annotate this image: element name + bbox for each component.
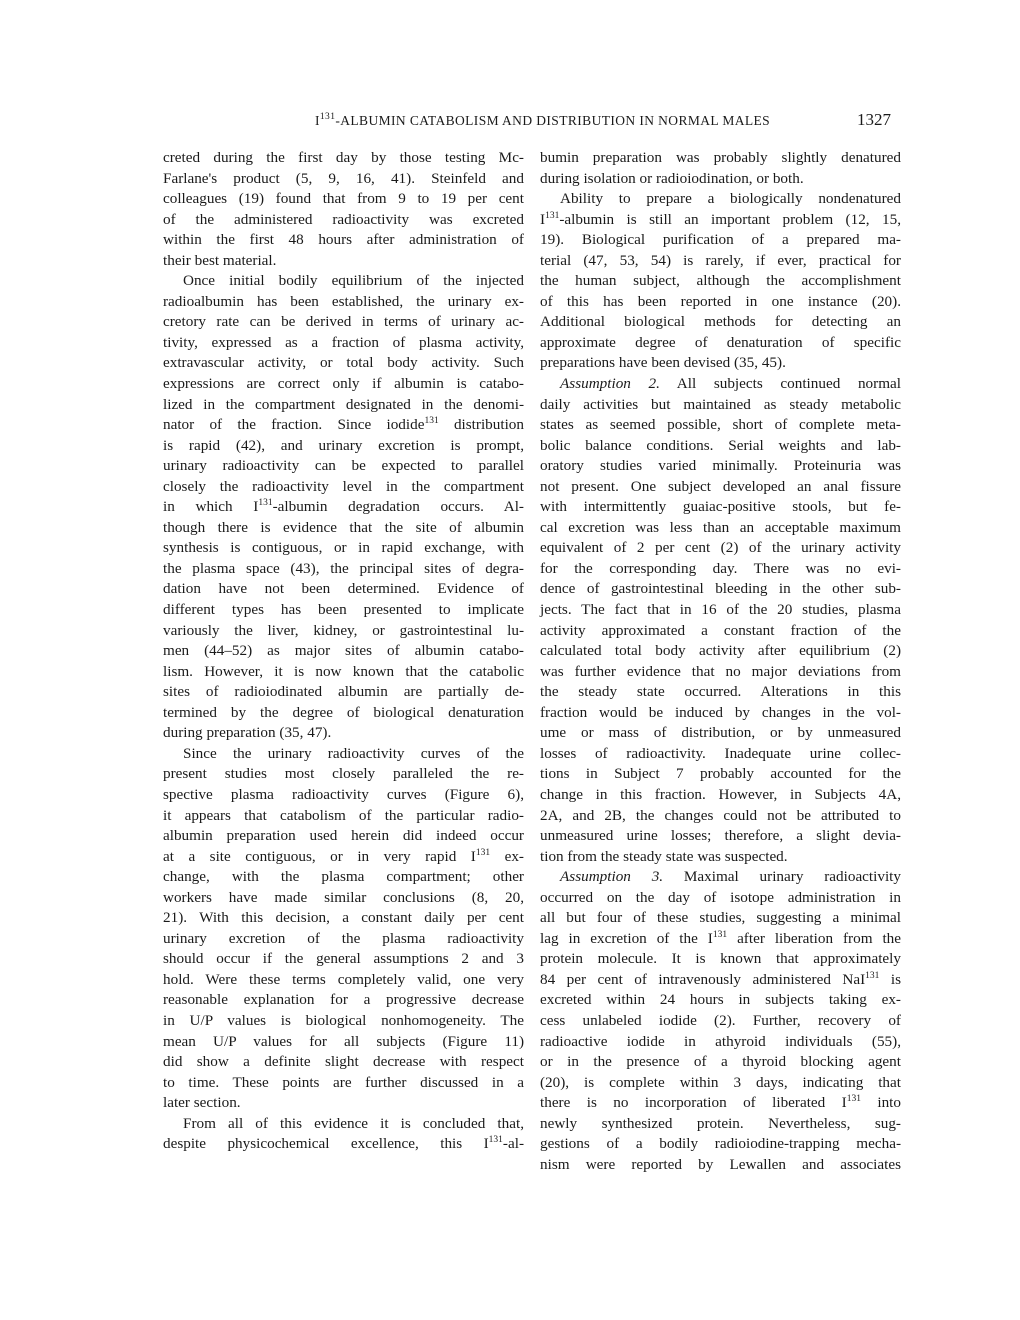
- text-line: [540, 538, 901, 559]
- text-run: at a site contiguous, or in very rapid I: [163, 847, 476, 865]
- text-run: 19). Biological purification of a prepared ma-: [540, 231, 901, 249]
- text-line: [163, 1011, 524, 1032]
- text-line: [163, 703, 524, 724]
- text-line: [540, 436, 901, 457]
- text-line: [540, 169, 901, 190]
- text-run: dence of gastrointestinal bleeding in the other sub-: [540, 580, 901, 598]
- text-run: not present. One subject developed an anal fissure: [540, 477, 901, 495]
- text-run: cal excretion was less than an acceptable maximum: [540, 518, 901, 536]
- text-run: 84 per cent of intravenously administered NaI: [540, 970, 866, 988]
- text-run: colleagues (19) found that from 9 to 19 per cent: [163, 190, 524, 208]
- text-run: into: [860, 1094, 901, 1112]
- text-run: Ability to prepare a biologically nondenatured: [560, 190, 901, 208]
- text-line: [163, 538, 524, 559]
- text-run: cretory rate can be derived in terms of urinary ac-: [163, 313, 524, 331]
- text-line: [540, 744, 901, 765]
- text-line: [540, 764, 901, 785]
- text-run: -al-: [502, 1135, 524, 1153]
- text-line: [163, 148, 524, 169]
- text-line: [163, 333, 524, 354]
- text-run: tions in Subject 7 probably accounted for the: [540, 765, 901, 783]
- text-line: [163, 374, 524, 395]
- text-line: [163, 395, 524, 416]
- text-run: ex-: [490, 847, 524, 865]
- text-run: tion from the steady state was suspected.: [540, 847, 788, 865]
- text-line: [163, 271, 524, 292]
- text-run: spective plasma radioactivity curves (Figure 6),: [163, 785, 524, 803]
- text-run: Additional biological methods for detecting an: [540, 313, 901, 331]
- text-run: within the first 48 hours after administration of: [163, 231, 524, 249]
- text-run: radioactive iodide in athyroid individuals (55),: [540, 1032, 901, 1050]
- text-line: [163, 169, 524, 190]
- text-line: [163, 826, 524, 847]
- text-run: approximate degree of denaturation of specific: [540, 333, 901, 351]
- text-run: Once initial bodily equilibrium of the injected: [183, 272, 524, 290]
- text-run: sites of radioiodinated albumin are partially de-: [163, 683, 524, 701]
- text-run: Since the urinary radioactivity curves of the: [183, 744, 524, 762]
- text-run: change in this fraction. However, in Subjects 4A,: [540, 785, 901, 803]
- text-run: urinary excretion of the plasma radioactivity: [163, 929, 524, 947]
- text-run: later section.: [163, 1094, 241, 1112]
- text-line: [540, 312, 901, 333]
- text-run: is rapid (42), and urinary excretion is prompt,: [163, 436, 524, 454]
- text-line: [163, 867, 524, 888]
- text-run: there is no incorporation of liberated I: [540, 1094, 847, 1112]
- text-run: Farlane's product (5, 9, 16, 41). Steinfeld and: [163, 169, 524, 187]
- text-run: equivalent of 2 per cent (2) of the urinary activity: [540, 539, 901, 557]
- text-line: [163, 600, 524, 621]
- text-run: I: [315, 113, 320, 128]
- text-line: [163, 436, 524, 457]
- text-line: [540, 785, 901, 806]
- text-line: [163, 682, 524, 703]
- text-run: hold. Were these terms completely valid, one very: [163, 970, 524, 988]
- text-run: terial (47, 53, 54) is rarely, if ever, practical for: [540, 251, 901, 269]
- text-run: -albumin degradation occurs. Al-: [272, 498, 524, 516]
- text-run: the plasma space (43), the principal sites of degra-: [163, 559, 524, 577]
- text-line: [540, 415, 901, 436]
- text-run: was further evidence that no major deviations from: [540, 662, 901, 680]
- text-run: did show a definite slight decrease with respect: [163, 1053, 524, 1071]
- text-run: protein molecule. It is known that approximately: [540, 950, 901, 968]
- text-run: newly synthesized protein. Nevertheless, sug-: [540, 1114, 901, 1132]
- text-line: [163, 353, 524, 374]
- text-run: men (44–52) as major sites of albumin catabo-: [163, 642, 524, 660]
- text-run: -albumin is still an important problem (12, 15,: [559, 210, 901, 228]
- text-line: [163, 312, 524, 333]
- text-line: [163, 1114, 524, 1135]
- left-column: [163, 148, 524, 1155]
- text-line: [163, 251, 524, 272]
- text-line: [540, 1011, 901, 1032]
- text-line: [163, 559, 524, 580]
- text-line: [163, 456, 524, 477]
- text-line: [540, 1114, 901, 1135]
- text-run: oratory studies varied minimally. Proteinuria was: [540, 457, 901, 475]
- text-line: [163, 641, 524, 662]
- text-run: urinary radioactivity can be expected to parallel: [163, 457, 524, 475]
- text-line: [163, 497, 524, 518]
- text-line: [540, 1155, 901, 1176]
- text-line: [540, 662, 901, 683]
- text-run: distribution: [438, 416, 524, 434]
- italic-run-in-heading: Assumption 2.: [560, 375, 660, 393]
- text-line: [540, 1032, 901, 1053]
- text-run: lized in the compartment designated in the denomi-: [163, 395, 524, 413]
- text-run: bolic balance conditions. Serial weights and lab-: [540, 436, 901, 454]
- text-line: [163, 477, 524, 498]
- text-line: [163, 806, 524, 827]
- text-run: daily activities but maintained as steady metabolic: [540, 395, 901, 413]
- text-run: fraction would be induced by changes in the vol-: [540, 703, 901, 721]
- text-run: though there is evidence that the site of albumin: [163, 518, 524, 536]
- text-line: [540, 148, 901, 169]
- text-line: [540, 1073, 901, 1094]
- text-run: nism were reported by Lewallen and associates: [540, 1155, 901, 1173]
- text-line: [163, 230, 524, 251]
- text-run: present studies most closely paralleled the re-: [163, 765, 524, 783]
- text-line: [163, 1093, 524, 1114]
- text-line: [163, 579, 524, 600]
- text-line: [540, 559, 901, 580]
- text-run: preparations have been devised (35, 45).: [540, 354, 786, 372]
- text-run: All subjects continued normal: [659, 375, 901, 393]
- text-line: [163, 785, 524, 806]
- text-line: [540, 271, 901, 292]
- text-line: [163, 970, 524, 991]
- text-run: losses of radioactivity. Inadequate urine collec-: [540, 744, 901, 762]
- text-line: [163, 662, 524, 683]
- text-run: the human subject, although the accomplishment: [540, 272, 901, 290]
- text-run: jects. The fact that in 16 of the 20 studies, plasma: [540, 601, 901, 619]
- text-line: [540, 600, 901, 621]
- superscript: 131: [319, 112, 336, 122]
- text-run: radioalbumin has been established, the urinary ex-: [163, 292, 524, 310]
- text-line: [163, 1052, 524, 1073]
- text-run: creted during the first day by those testing Mc-: [163, 149, 524, 166]
- text-run: activity approximated a constant fraction of the: [540, 621, 901, 639]
- text-run: lag in excretion of the I: [540, 929, 713, 947]
- text-run: From all of this evidence it is concluded that,: [183, 1114, 524, 1132]
- text-line: [163, 415, 524, 436]
- superscript: 131: [488, 1135, 503, 1146]
- superscript: 131: [475, 847, 491, 858]
- text-line: [163, 764, 524, 785]
- text-line: [540, 292, 901, 313]
- text-run: it appears that catabolism of the particular radio-: [163, 806, 524, 824]
- text-run: or in the presence of a thyroid blocking agent: [540, 1053, 901, 1071]
- text-line: [540, 682, 901, 703]
- text-run: to time. These points are further discussed in a: [163, 1073, 524, 1091]
- text-line: [540, 497, 901, 518]
- text-line: [540, 888, 901, 909]
- text-line: [163, 929, 524, 950]
- text-run: change, with the plasma compartment; other: [163, 868, 524, 886]
- text-line: [540, 908, 901, 929]
- text-run: during isolation or radioiodination, or both.: [540, 169, 804, 187]
- page-number: 1327: [857, 110, 891, 129]
- text-run: dation have not been determined. Evidence of: [163, 580, 524, 598]
- text-line: [540, 723, 901, 744]
- text-line: [540, 826, 901, 847]
- superscript: 131: [545, 210, 560, 221]
- superscript: 131: [846, 1094, 861, 1105]
- superscript: 131: [712, 929, 728, 940]
- text-run: after liberation from the: [727, 929, 902, 947]
- text-run: expressions are correct only if albumin is catabo-: [163, 375, 524, 393]
- text-line: [540, 949, 901, 970]
- text-line: [540, 456, 901, 477]
- text-run: different types has been presented to implicate: [163, 601, 524, 619]
- text-run: for the corresponding day. There was no evi-: [540, 559, 901, 577]
- text-line: [540, 189, 901, 210]
- text-run: ume or mass of distribution, or by unmeasured: [540, 724, 901, 742]
- text-line: [540, 374, 901, 395]
- text-line: [540, 1134, 901, 1155]
- text-run: occurred on the day of isotope administration in: [540, 888, 901, 906]
- text-line: [540, 579, 901, 600]
- text-run: workers have made similar conclusions (8, 20,: [163, 888, 524, 906]
- text-run: gestions of a bodily radioiodine-trapping mecha-: [540, 1135, 901, 1153]
- text-line: [540, 929, 901, 950]
- right-column: [540, 148, 901, 1175]
- text-run: I: [540, 210, 546, 228]
- text-run: mean U/P values for all subjects (Figure 11): [163, 1032, 524, 1050]
- text-line: [540, 210, 901, 231]
- text-run: during preparation (35, 47).: [163, 724, 332, 742]
- text-line: [540, 230, 901, 251]
- text-run: variously the liver, kidney, or gastrointestinal lu-: [163, 621, 524, 639]
- superscript: 131: [258, 498, 273, 509]
- text-line: [163, 621, 524, 642]
- text-run: unmeasured urine losses; therefore, a slight devia-: [540, 827, 901, 845]
- text-run: with intermittently guaiac-positive stools, but fe-: [540, 498, 901, 516]
- text-run: is: [879, 970, 901, 988]
- text-run: all but four of these studies, suggesting a minimal: [540, 909, 901, 927]
- text-run: 21). With this decision, a constant daily per cent: [163, 909, 524, 927]
- text-run: reasonable explanation for a progressive decrease: [163, 991, 524, 1009]
- text-run: Maximal urinary radioactivity: [663, 868, 901, 886]
- text-run: should occur if the general assumptions 2 and 3: [163, 950, 524, 968]
- text-line: [163, 949, 524, 970]
- text-line: [540, 251, 901, 272]
- text-line: [163, 1134, 524, 1155]
- text-run: the steady state occurred. Alterations in this: [540, 683, 901, 701]
- text-line: [163, 744, 524, 765]
- text-run: tivity, expressed as a fraction of plasma activity,: [163, 333, 524, 351]
- text-line: [540, 970, 901, 991]
- text-run: of this has been reported in one instance (20).: [540, 292, 901, 310]
- text-line: [163, 888, 524, 909]
- text-line: [540, 477, 901, 498]
- text-line: [163, 1073, 524, 1094]
- text-run: in U/P values is biological nonhomogeneity. The: [163, 1011, 524, 1029]
- text-line: [163, 292, 524, 313]
- text-line: [540, 1093, 901, 1114]
- text-run: closely the radioactivity level in the compartment: [163, 477, 524, 495]
- text-line: [540, 990, 901, 1011]
- text-line: [540, 333, 901, 354]
- text-run: in which I: [163, 498, 259, 516]
- text-line: [163, 847, 524, 868]
- text-run: excreted within 24 hours in subjects taking ex-: [540, 991, 901, 1009]
- text-line: [540, 641, 901, 662]
- text-line: [540, 847, 901, 868]
- text-line: [163, 990, 524, 1011]
- superscript: 131: [424, 416, 439, 427]
- text-run: (20), is complete within 3 days, indicating that: [540, 1073, 901, 1091]
- text-line: [540, 353, 901, 374]
- text-line: [163, 518, 524, 539]
- text-run: synthesis is contiguous, or in rapid exchange, with: [163, 539, 524, 557]
- text-run: of the administered radioactivity was excreted: [163, 210, 524, 228]
- text-run: 2A, and 2B, the changes could not be attributed to: [540, 806, 901, 824]
- text-line: [540, 806, 901, 827]
- text-run: termined by the degree of biological denaturation: [163, 703, 524, 721]
- text-run: states as seemed possible, short of complete meta-: [540, 416, 901, 434]
- text-run: bumin preparation was probably slightly denatured: [540, 149, 901, 166]
- text-line: [163, 723, 524, 744]
- text-line: [540, 1052, 901, 1073]
- text-run: despite physicochemical excellence, this I: [163, 1135, 489, 1153]
- text-run: nator of the fraction. Since iodide: [163, 416, 425, 434]
- text-line: [163, 1032, 524, 1053]
- text-line: [163, 908, 524, 929]
- text-run: cess unlabeled iodide (2). Further, recovery of: [540, 1011, 901, 1029]
- text-run: -ALBUMIN CATABOLISM AND DISTRIBUTION IN NORMAL MALES: [335, 113, 771, 128]
- italic-run-in-heading: Assumption 3.: [560, 868, 664, 886]
- text-run: extravascular activity, or total body activity. Such: [163, 354, 524, 372]
- text-line: [163, 210, 524, 231]
- text-run: their best material.: [163, 251, 277, 269]
- text-line: [540, 703, 901, 724]
- superscript: 131: [865, 970, 880, 981]
- running-head: [315, 113, 770, 129]
- text-line: [540, 395, 901, 416]
- text-line: [540, 867, 901, 888]
- text-line: [540, 621, 901, 642]
- text-line: [540, 518, 901, 539]
- text-run: albumin preparation used herein did indeed occur: [163, 827, 524, 845]
- text-run: calculated total body activity after equilibrium (2): [540, 642, 901, 660]
- text-line: [163, 189, 524, 210]
- text-run: lism. However, it is now known that the catabolic: [163, 662, 524, 680]
